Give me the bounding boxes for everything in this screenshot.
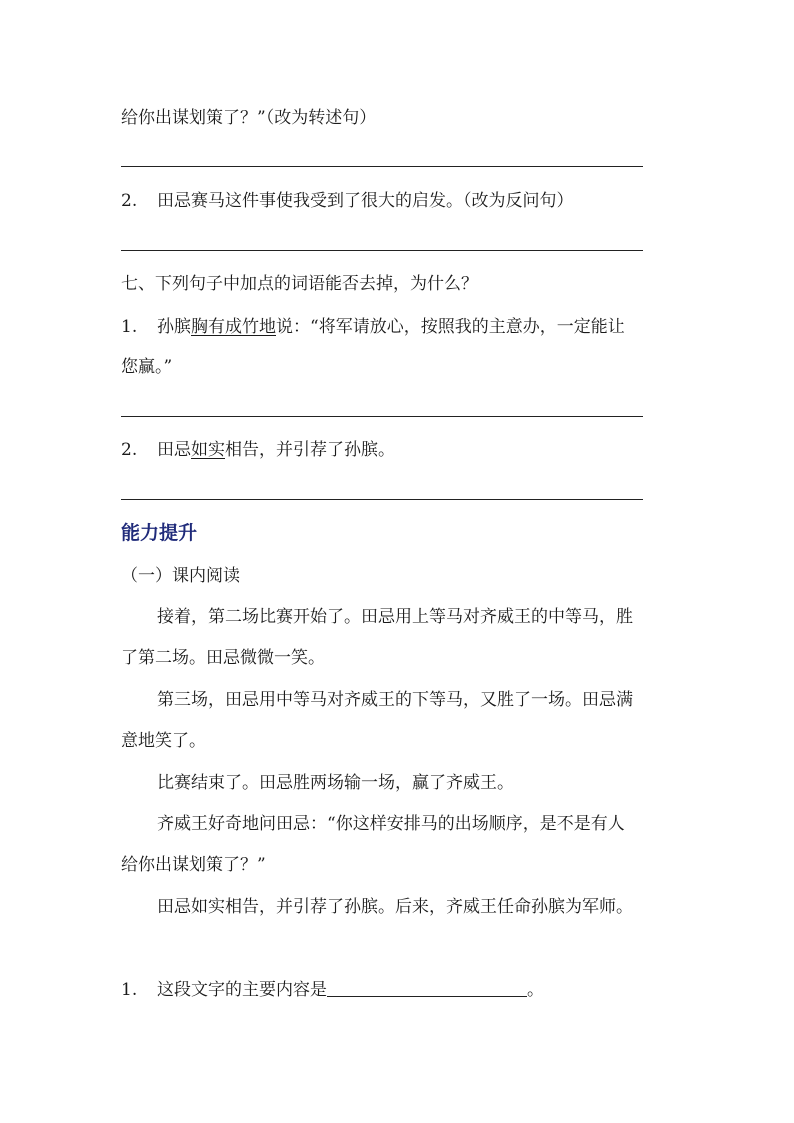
answer-line[interactable] <box>121 499 643 500</box>
passage-line: 接着，第二场比赛开始了。田忌用上等马对齐威王的中等马，胜 <box>157 607 633 627</box>
question-number: 1. <box>121 980 138 1000</box>
question-number: 2. <box>121 191 138 211</box>
question-number: 2. <box>121 440 138 460</box>
question-text-before: 田忌 <box>157 440 191 460</box>
section-title: 七、下列句子中加点的词语能否去掉，为什么？ <box>121 274 478 294</box>
question-text-continuation: 您赢。” <box>121 357 173 377</box>
marked-phrase: 胸有成竹地 <box>191 317 276 337</box>
marked-phrase: 如实 <box>191 440 225 460</box>
passage-line: 田忌如实相告，并引荐了孙膑。后来，齐威王任命孙膑为军师。 <box>157 897 633 917</box>
fill-blank[interactable] <box>327 978 527 997</box>
question-text-before: 孙膑 <box>157 317 191 337</box>
question-item <box>121 438 395 462</box>
question-text: 这段文字的主要内容是 <box>157 980 327 1000</box>
question-text-after: 相告，并引荐了孙膑。 <box>225 440 395 460</box>
passage-line: 第三场，田忌用中等马对齐威王的下等马，又胜了一场。田忌满 <box>157 690 633 710</box>
question-end-punct: 。 <box>527 980 544 1000</box>
question-text: 田忌赛马这件事使我受到了很大的启发。（改为反问句） <box>157 191 574 211</box>
answer-line[interactable] <box>121 166 643 167</box>
question-item <box>121 978 544 1002</box>
answer-line[interactable] <box>121 416 643 417</box>
answer-line[interactable] <box>121 250 643 251</box>
passage-line: 齐威王好奇地问田忌：“你这样安排马的出场顺序，是不是有人 <box>157 814 625 834</box>
question-item <box>121 315 625 339</box>
question-number: 1. <box>121 317 138 337</box>
passage-line: 了第二场。田忌微微一笑。 <box>121 648 325 668</box>
section-heading: 能力提升 <box>121 522 198 544</box>
rewrite-tail-line: 给你出谋划策了？”（改为转述句） <box>121 108 377 128</box>
passage-line: 意地笑了。 <box>121 731 206 751</box>
passage-line: 比赛结束了。田忌胜两场输一场，赢了齐威王。 <box>157 773 514 793</box>
question-item <box>121 189 574 213</box>
passage-line: 给你出谋划策了？” <box>121 855 266 875</box>
question-text-after: 说：“将军请放心，按照我的主意办，一定能让 <box>276 317 625 337</box>
subsection-title: （一）课内阅读 <box>121 566 240 586</box>
